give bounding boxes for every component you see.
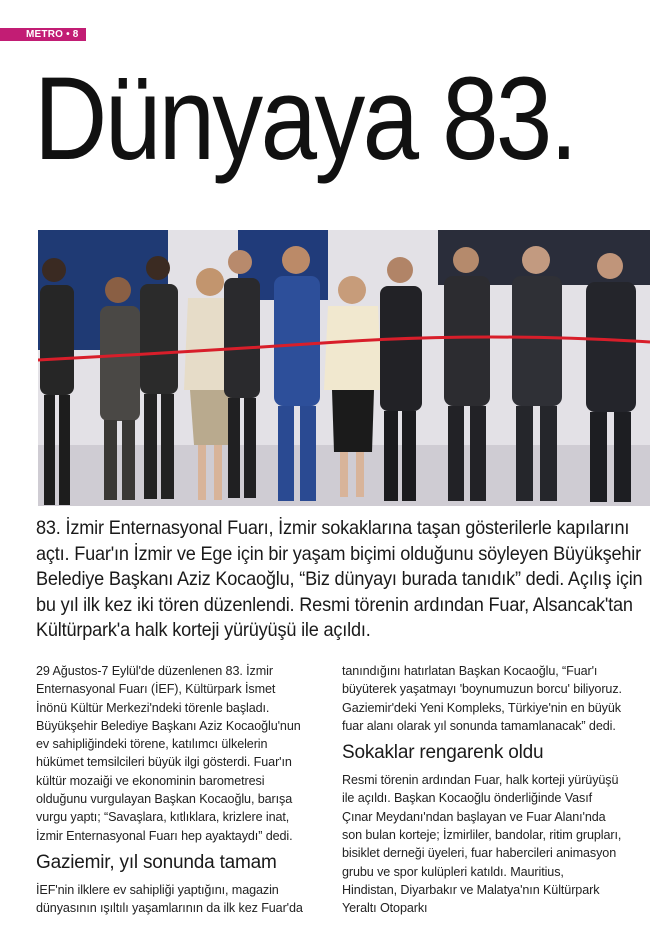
right-paragraph-1: tanındığını hatırlatan Başkan Kocaoğlu, “Fuar'ı büyüterek yaşatmayı 'boynumuzun borcu' biliyoruz. Gaziemir'deki Yeni Kompleks, Türkiye'nin en büyük fuar alanı olarak yıl sonunda tamamlanacak” dedi. bbox=[342, 664, 622, 733]
ribbon-cutting-photo bbox=[38, 230, 650, 506]
left-paragraph-1: 29 Ağustos-7 Eylül'de düzenlenen 83. İzmir Enternasyonal Fuarı (İEF), Kültürpark İsmet İnönü Kültür Merkezi'ndeki törenle başladı. Büyükşehir Belediye Başkanı Aziz Kocaoğlu'nun ev sahipliğindeki törene, katılımcı ülkelerin hükümet temsilcileri büyük ilgi gösterdi. Fuar'ın kültür mozaiği ve ekonominin barometresi olduğunu vurgulayan Başkan Kocaoğlu, barışa vurgu yaptı; “Savaşlara, kıtlıklara, krizlere inat, İzmir Enternasyonal Fuarı hep ayaktaydı” dedi. bbox=[36, 664, 301, 843]
right-column bbox=[342, 662, 622, 918]
subhead-sokaklar: Sokaklar rengarenk oldu bbox=[342, 742, 544, 764]
subhead-gaziemir: Gaziemir, yıl sonunda tamam bbox=[36, 851, 277, 873]
left-paragraph-2: İEF'nin ilklere ev sahipliği yaptığını, magazin dünyasının ışıltılı yaşamlarının da ilk kez Fuar'da bbox=[36, 882, 303, 916]
headline: Dünyaya 83. bbox=[34, 53, 576, 185]
left-column bbox=[36, 662, 308, 918]
lede-paragraph: 83. İzmir Enternasyonal Fuarı, İzmir sokaklarına taşan gösterilerle kapılarını açtı. Fuar'ın İzmir ve Ege için bir yaşam biçimi olduğunu söyleyen Büyükşehir Belediye Başkanı Aziz Kocaoğlu, “Biz dünyayı burada tanıdık” dedi. Açılış için bu yıl ilk kez iki tören düzenlendi. Resmi törenin ardından Fuar, Alsancak'tan Kültürpark'a halk korteji yürüyüşü ile açıldı. bbox=[36, 517, 643, 641]
right-paragraph-2: Resmi törenin ardından Fuar, halk korteji yürüyüşü ile açıldı. Başkan Kocaoğlu önderliğinde Vasıf Çınar Meydanı'ndan başlayan ve Fuar Alanı'nda son bulan korteje; İzmirliler, bandolar, ritim grupları, bisiklet derneği üyeleri, fuar habercileri animasyon grubu ve spor kulüpleri katıldı. Mauritius, Hindistan, Diyarbakır ve Malatya'nın Kültürpark Yeraltı Otoparkı bbox=[342, 773, 622, 916]
section-tag: METRO • 8 bbox=[0, 28, 86, 41]
